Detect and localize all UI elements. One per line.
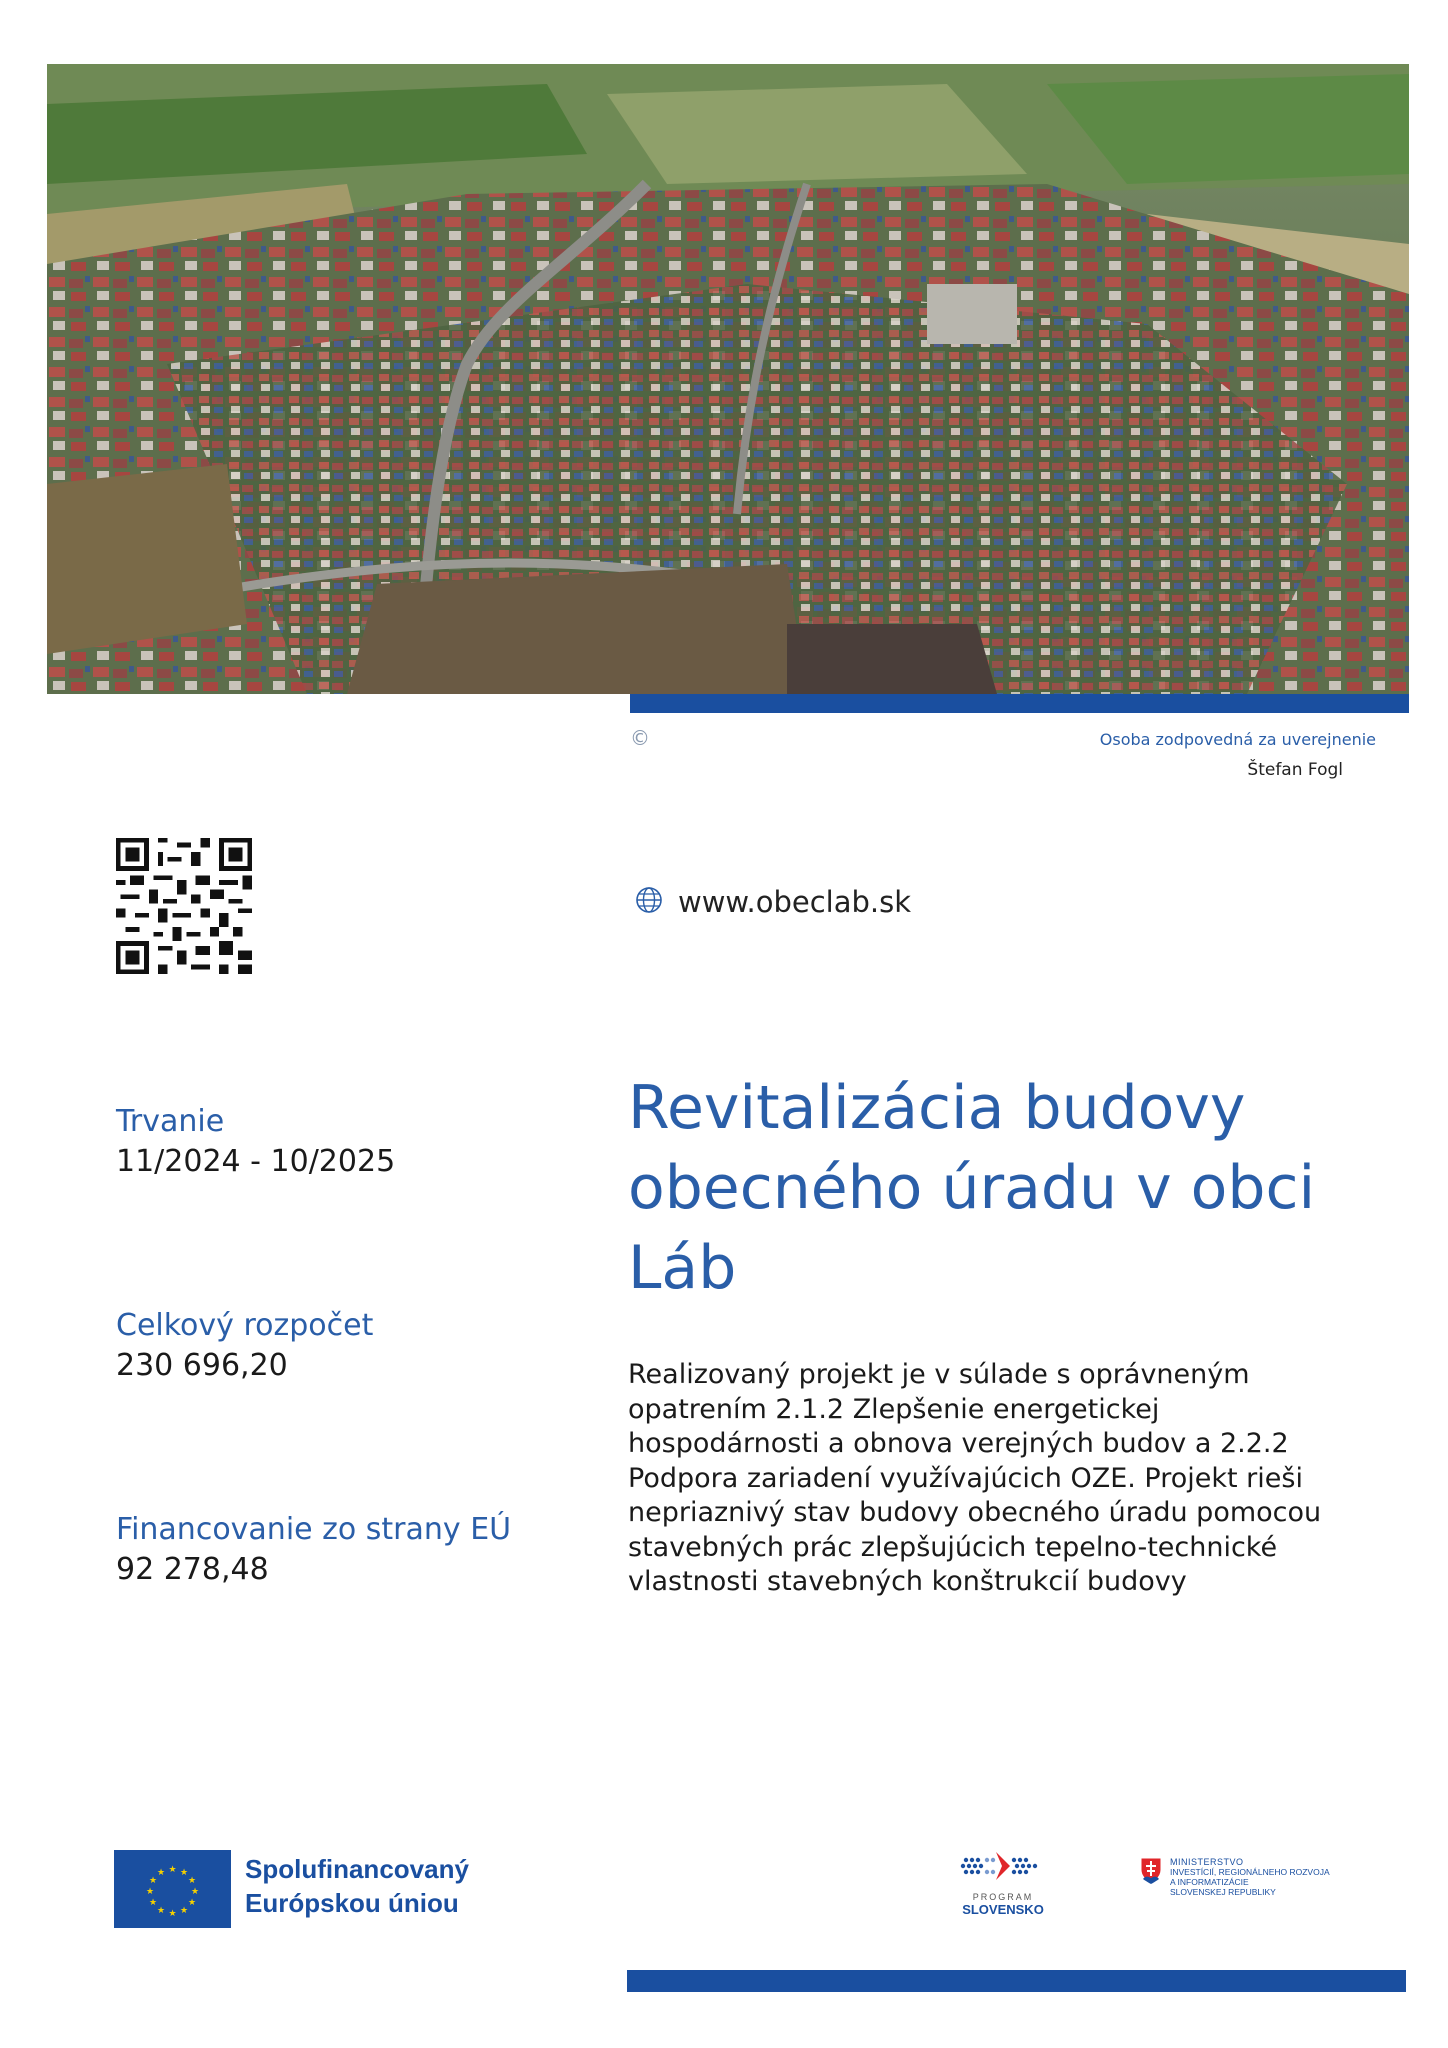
description-line: Podpora zariadení využívajúcich OZE. Projekt rieši bbox=[628, 1462, 1303, 1494]
svg-text:★: ★ bbox=[148, 1876, 158, 1886]
program-caption: PROGRAM bbox=[972, 1892, 1034, 1902]
project-description bbox=[628, 1358, 1328, 1600]
globe-icon bbox=[634, 885, 664, 919]
page-title: Revitalizácia budovy obecného úradu v obci Láb bbox=[628, 1073, 1316, 1303]
svg-text:★: ★ bbox=[190, 1887, 200, 1897]
svg-text:★: ★ bbox=[187, 1898, 197, 1908]
eu-flag-icon bbox=[114, 1850, 231, 1928]
svg-text:★: ★ bbox=[168, 1865, 177, 1875]
description-line: stavebných prác zlepšujúcich tepelno-technické bbox=[628, 1531, 1278, 1563]
description-line: hospodárnosti a obnova verejných budov a 2.2.2 bbox=[628, 1428, 1289, 1459]
eu-line-2: Európskou úniou bbox=[245, 1888, 459, 1918]
fact-duration bbox=[116, 1102, 395, 1182]
website-url[interactable]: www.obeclab.sk bbox=[678, 885, 912, 919]
ministry-line-1: MINISTERSTVO bbox=[1170, 1857, 1244, 1867]
svg-text:★: ★ bbox=[179, 1906, 189, 1916]
description-line: Realizovaný projekt je v súlade s oprávneným bbox=[628, 1359, 1250, 1390]
fact-value: 92 278,48 bbox=[116, 1552, 269, 1587]
fact-label: Celkový rozpočet bbox=[116, 1308, 374, 1343]
fact-value: 230 696,20 bbox=[116, 1348, 288, 1383]
fact-label: Financovanie zo strany EÚ bbox=[116, 1512, 512, 1547]
slovak-coat-of-arms-icon bbox=[1140, 1857, 1162, 1885]
svg-text:★: ★ bbox=[179, 1868, 189, 1878]
copyright-symbol: © bbox=[630, 726, 650, 750]
program-slovensko-logo-icon bbox=[958, 1848, 1048, 1884]
svg-text:★: ★ bbox=[145, 1887, 155, 1897]
qr-code-icon[interactable] bbox=[116, 838, 252, 974]
ministry-line-3: A INFORMATIZÁCIE bbox=[1170, 1877, 1249, 1887]
program-slovensko-logo bbox=[958, 1848, 1048, 1917]
svg-text:★: ★ bbox=[168, 1909, 177, 1919]
eu-line-1: Spolufinancovaný bbox=[245, 1854, 469, 1884]
website-link[interactable] bbox=[634, 885, 911, 919]
svg-text:★: ★ bbox=[187, 1876, 197, 1886]
svg-text:★: ★ bbox=[148, 1898, 158, 1908]
credit-label: Osoba zodpovedná za uverejnenie bbox=[1099, 730, 1376, 749]
ministry-logo bbox=[1140, 1857, 1350, 1897]
ministry-name bbox=[1170, 1857, 1350, 1897]
credit-name: Štefan Fogl bbox=[1247, 760, 1343, 780]
ministry-line-2: INVESTÍCIÍ, REGIONÁLNEHO ROZVOJA bbox=[1170, 1867, 1330, 1877]
eu-cofunding-text bbox=[245, 1852, 469, 1920]
bottom-accent-bar bbox=[627, 1970, 1406, 1992]
fact-eu-funding bbox=[116, 1510, 511, 1590]
fact-budget bbox=[116, 1306, 373, 1386]
description-line: opatrením 2.1.2 Zlepšenie energetickej bbox=[628, 1393, 1160, 1425]
fact-value: 11/2024 - 10/2025 bbox=[116, 1144, 396, 1179]
svg-text:★: ★ bbox=[156, 1906, 166, 1916]
svg-text:★: ★ bbox=[156, 1868, 166, 1878]
aerial-village-photo bbox=[47, 64, 1409, 694]
top-accent-bar bbox=[630, 694, 1409, 713]
fact-label: Trvanie bbox=[116, 1104, 225, 1139]
description-line: vlastnosti stavebných konštrukcií budovy bbox=[628, 1566, 1187, 1597]
description-line: nepriaznivý stav budovy obecného úradu pomocou bbox=[628, 1497, 1322, 1528]
ministry-line-4: SLOVENSKEJ REPUBLIKY bbox=[1170, 1887, 1276, 1897]
program-name: SLOVENSKO bbox=[962, 1902, 1044, 1917]
